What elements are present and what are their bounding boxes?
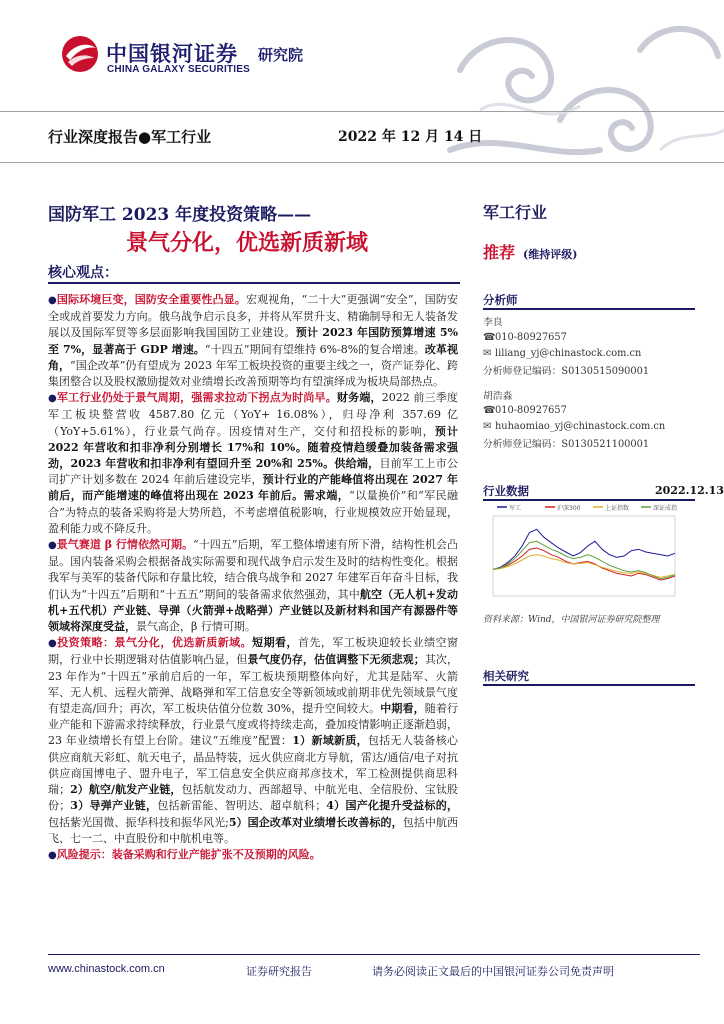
related-research-rule: [483, 684, 695, 686]
related-research-heading: 相关研究: [483, 669, 529, 683]
analyst-email[interactable]: ✉ huhaomiao_yj@chinastock.com.cn: [483, 421, 666, 432]
footer-website-link[interactable]: www.chinastock.com.cn: [48, 963, 165, 975]
header-rule-bottom: [0, 162, 724, 163]
logo-english: CHINA GALAXY SECURITIES: [107, 64, 250, 75]
rating-label: 推荐 (维持评级): [483, 243, 578, 262]
cloud-decoration-icon: [440, 10, 724, 175]
bullet-icon: ●: [48, 638, 58, 650]
analyst-heading: 分析师: [483, 293, 518, 307]
industry-data-date: 2022.12.13: [655, 484, 724, 497]
core-views-heading: 核心观点：: [48, 265, 118, 281]
phone-icon: ☎: [483, 332, 496, 343]
phone-icon: ☎: [483, 405, 496, 416]
industry-performance-chart: [483, 500, 695, 608]
email-icon: ✉: [483, 348, 492, 359]
galaxy-logo-icon: [60, 34, 100, 74]
analyst-email[interactable]: ✉ liliang_yj@chinastock.com.cn: [483, 348, 642, 359]
report-type-label: 行业深度报告●军工行业: [48, 128, 212, 146]
paragraph-risk: ●风险提示：装备采购和行业产能扩张不及预期的风险。: [48, 847, 321, 861]
legend-label: 沪深300: [557, 505, 581, 512]
analyst-cert: 分析师登记编码：S0130521100001: [483, 439, 650, 450]
footer-rule: [48, 954, 700, 955]
footer-disclaimer: 请务必阅读正文最后的中国银河证券公司免责声明: [372, 965, 614, 978]
legend-label: 深证成指: [653, 505, 678, 512]
logo-chinese: 中国银河证券: [106, 42, 238, 66]
sector-label: 军工行业: [483, 203, 548, 222]
paragraph-environment: ●国际环境巨变，国防安全重要性凸显。宏观视角，“二十大”更强调“安全”，国防安全或成首要发力方向。俄乌战争启示良多，并将从军贯升支、精确制导和无人装备发展以及国际军贸等多层面影响我国国防工业建设。预计 2023 年国防预算增速 5%至 7%，显著高于 GDP 增速。“十四五”期间有望维持 6%-8%的复合增速。改革视角，“国企改革”仍有望成为 2023 年军工板块投资的重要主线之一，资产证券化、跨集团整合以及股权激励提效对业绩增长改善预期等均有望演绎成为板块局部热点。: [48, 293, 459, 389]
bullet-icon: ●: [48, 540, 57, 552]
analyst-name: 胡浩淼: [483, 391, 513, 402]
bullet-icon: ●: [48, 849, 57, 861]
industry-data-heading: 行业数据: [483, 484, 529, 498]
report-date: 2022 年 12 月 14 日: [338, 129, 483, 145]
analyst-name: 李良: [483, 317, 503, 328]
report-subtitle: 景气分化，优选新质新域: [126, 230, 369, 256]
paragraph-cycle: ●军工行业仍处于景气周期，强需求拉动下拐点为时尚早。财务端，2022 前三季度军工板块整营收 4587.80 亿元（YoY+ 16.08%），归母净利 357.69 亿（YoY+5.61%），行业景气尚存。因疫情对生产，交付和招投标的影响，预计 2022 年营收和扣非净利分别增长 17%和 10%。随着疫情趋缓叠加装备需求强劲，2023 年营收和扣非净利有望回升至 20%和 25%。供给端，目前军工上市公司扩产计划多数在 2024 年前后建设完毕，预计行业的产能峰值将出现在 2027 年前后，而产能增速的峰值将出现在 2023 年前后。需求端，“以量换价”和“军民融合”为特点的装备采购将是大势所趋，不考虑增值税影响，行业规模效应开始显现，盈利能力或不降反升。: [48, 391, 459, 535]
bullet-icon: ●: [48, 393, 57, 405]
email-icon: ✉: [483, 421, 492, 432]
analyst-cert: 分析师登记编码：S0130515090001: [483, 366, 650, 377]
legend-label: 上证指数: [605, 505, 630, 512]
analyst-phone: ☎010-80927657: [483, 332, 567, 343]
paragraph-strategy: ●投资策略：景气分化，优选新质新域。短期看，首先，军工板块迎较长业绩空窗期，行业中长期逻辑对估值影响凸显，但景气度仍存，估值调整下无须悲观；其次， 23 年作为“十四五”承前启后的一年，军工板块预期整体向好，尤其是陆军、火箭军、无人机、远程火箭弹、战略弹和军工信息安全等新领域或前期非优先领域景气度有望走高/回升；再次，军工板块估值分位数 30%，提升空间较大。中期看，随着行业产能和下游需求持续释放，行业景气度或将持续走高，叠加疫情影响正逐渐趋弱，23 年业绩增长有望上台阶。建议“五维度”配置：1）新域新质，包括无人装备核心供应商航天彩虹、航天电子，晶品特装，远火供应商北方导航，雷达/通信/电子对抗供应商国博电子、盟升电子，军工信息安全供应商邦彦技术，军工检测提供商思科瑞；2）航空/航发产业链，包括航发动力、西部超导、中航光电、全信股份、宝钛股份；3）导弹产业链，包括新雷能、智明达、超卓航科；4）国产化提升受益标的，包括紫光国微、振华科技和振华风光;5）国企改革对业绩增长改善标的，包括中航西飞、七一二、中直股份和中航机电等。: [48, 636, 459, 845]
paragraph-beta: ●景气赛道 β 行情依然可期。“十四五”后期，军工整体增速有所下滑，结构性机会凸显。国内装备采购会根据备战实际需要和现代战争启示发生及时的结构性变化。根据我军与美军的装备代际和存量比较，结合俄乌战争和 2027 年建军百年奋斗目标，我们认为“十四五”后期和“十五五”期间的装备需求依然强劲，其中航空（无人机+发动机+五代机）产业链、导弹（火箭弹+战略弹）产业链以及新材料和国产有源器件等领域将深度受益，景气高企，β 行情可期。: [48, 538, 459, 634]
series-line-4: [493, 541, 675, 578]
footer-report-type: 证券研究报告: [246, 965, 312, 978]
analyst-rule: [483, 308, 695, 310]
analyst-phone: ☎010-80927657: [483, 405, 567, 416]
report-title: 国防军工 2023 年度投资策略——: [48, 205, 312, 225]
core-views-body: [48, 292, 458, 864]
legend-label: 军工: [509, 505, 522, 512]
header-rule-top: [0, 111, 724, 112]
logo-institute: 研究院: [258, 46, 304, 64]
core-views-rule: [48, 282, 460, 284]
chart-source: 资料来源：Wind，中国银河证券研究院整理: [483, 615, 660, 625]
bullet-icon: ●: [48, 295, 57, 306]
